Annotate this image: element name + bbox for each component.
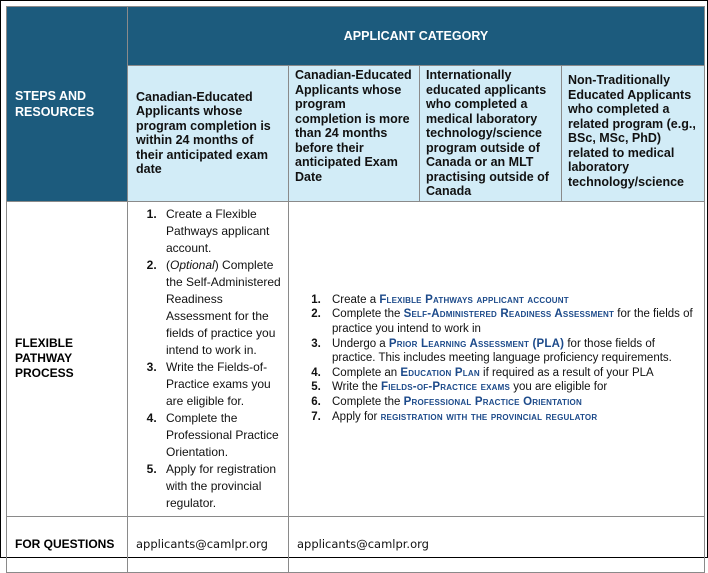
step-text: Create a <box>332 293 380 306</box>
readiness-assessment-link[interactable]: Self-Administered Readiness Assessment <box>403 308 615 321</box>
applicant-pathway-table <box>6 6 705 573</box>
step-item <box>160 359 282 410</box>
contact-email[interactable]: applicants@camlpr.org <box>297 537 429 551</box>
flexible-pathway-label <box>7 201 128 516</box>
other-categories-steps-cell <box>289 201 705 516</box>
step-text: Complete the <box>332 308 404 321</box>
flexible-pathways-account-link[interactable]: Flexible Pathways applicant account <box>379 293 569 306</box>
for-questions-label <box>7 516 128 572</box>
step-item <box>160 461 282 512</box>
step-item <box>324 410 696 425</box>
category-4-header <box>562 66 705 202</box>
step-text: ( <box>166 257 170 272</box>
step-text: Undergo a <box>332 337 389 350</box>
step-item <box>324 366 696 381</box>
step-text: Complete the Professional Practice Orientation. <box>166 410 279 459</box>
step-text: Complete an <box>332 366 401 379</box>
category-2-header <box>289 66 420 202</box>
category-header-text: APPLICANT CATEGORY <box>343 29 489 43</box>
step-text: Apply for registration with the provincial regulator. <box>166 461 277 510</box>
optional-label: Optional <box>170 257 215 272</box>
category-1-email-cell <box>128 516 289 572</box>
for-questions-text: FOR QUESTIONS <box>15 536 115 551</box>
step-text: Complete the <box>332 395 404 408</box>
step-text: for those fields of practice. This includes meeting language proficiency requirements. <box>332 337 672 365</box>
step-text: Write the <box>332 381 381 394</box>
step-item <box>324 293 696 308</box>
professional-practice-orientation-link[interactable]: Professional Practice Orientation <box>403 395 582 408</box>
education-plan-link[interactable]: Education Plan <box>400 366 480 379</box>
step-text: if required as a result of your PLA <box>479 366 654 379</box>
step-item <box>324 380 696 395</box>
category-1-header <box>128 66 289 202</box>
steps-and-resources-header <box>7 7 128 202</box>
contact-email[interactable]: applicants@camlpr.org <box>136 537 268 551</box>
step-text: for the fields of practice you intend to work in <box>332 308 693 336</box>
step-text: Apply for <box>332 410 381 423</box>
other-categories-steps-list <box>289 293 704 424</box>
flexible-pathway-label-text: FLEXIBLE PATHWAY PROCESS <box>15 336 74 380</box>
step-item <box>324 307 696 336</box>
step-text: Create a Flexible Pathways applicant account. <box>166 206 270 255</box>
fields-of-practice-exams-link[interactable]: Fields-of-Practice exams <box>381 381 511 394</box>
category-3-text: Internationally educated applicants who completed a medical laboratory technology/science program outside of Canada or an MLT practising outside of Canada <box>426 68 549 198</box>
other-categories-email-cell <box>289 516 705 572</box>
step-text: you are eligible for <box>510 381 608 394</box>
steps-header-text: STEPS AND RESOURCES <box>15 88 95 119</box>
category-2-text: Canadian-Educated Applicants whose program completion is more than 24 months before their anticipated Exam Date <box>295 68 412 184</box>
step-item <box>160 410 282 461</box>
step-text: Write the Fields-of-Practice exams you are eligible for. <box>166 359 271 408</box>
provincial-registration-link[interactable]: registration with the provincial regulator <box>380 410 598 423</box>
category-3-header <box>420 66 562 202</box>
step-text: ) Complete the Self-Administered Readiness Assessment for the fields of practice you intend to work in. <box>166 257 281 357</box>
step-item <box>324 337 696 366</box>
category-1-text: Canadian-Educated Applicants whose program completion is within 24 months of their anticipated exam date <box>136 89 271 177</box>
step-item <box>160 206 282 257</box>
prior-learning-assessment-link[interactable]: Prior Learning Assessment (PLA) <box>388 337 565 350</box>
category-4-text: Non-Traditionally Educated Applicants who completed a related program (e.g., BSc, MSc, PhD) related to medical laboratory technology/science <box>568 73 696 189</box>
category-1-steps-list <box>128 202 288 516</box>
step-item <box>160 257 282 359</box>
category-1-steps-cell <box>128 201 289 516</box>
step-item <box>324 395 696 410</box>
applicant-category-header <box>128 7 705 66</box>
